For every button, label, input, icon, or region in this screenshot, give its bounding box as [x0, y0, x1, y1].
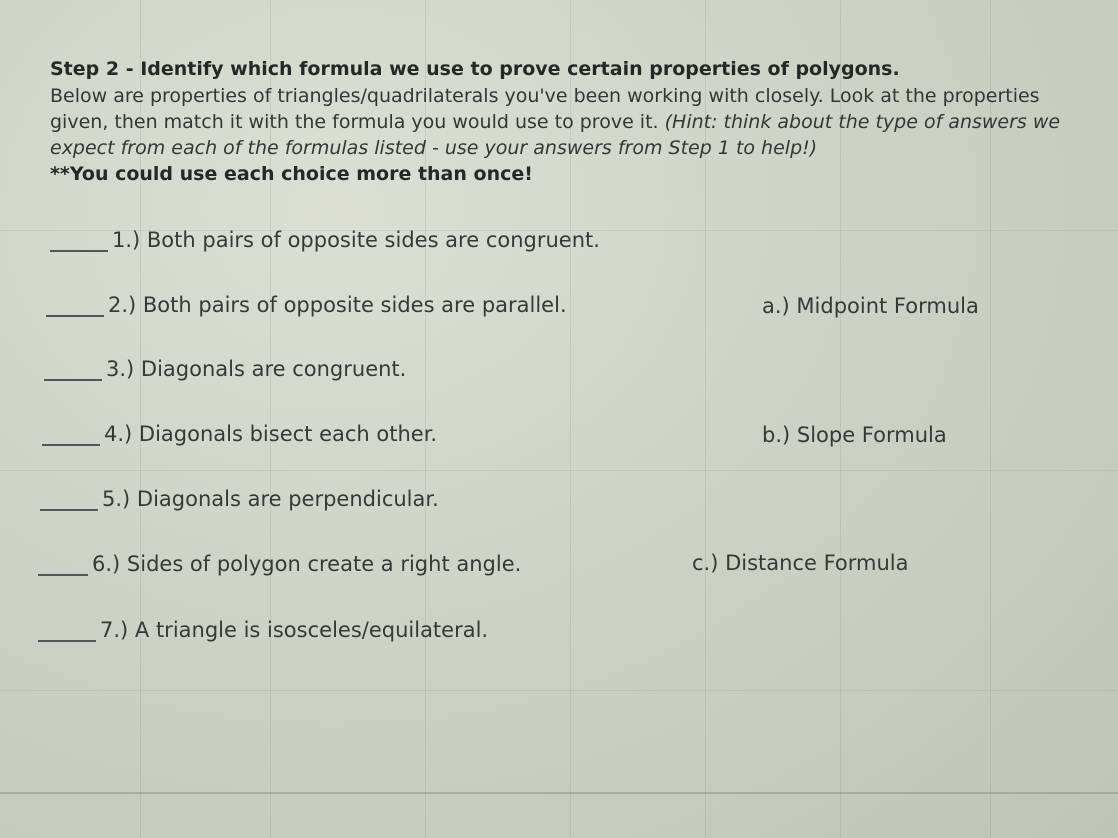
choice-distance: c.) Distance Formula [692, 551, 909, 575]
answer-blank[interactable] [40, 489, 98, 511]
property-item-2 [46, 293, 567, 317]
hint-text: (Hint: think about the type of answers we expect from each of the formulas listed - use your answers from Step 1 to help!) [50, 111, 1061, 159]
property-label: 7.) A triangle is isosceles/equilateral. [100, 618, 489, 642]
property-label: 2.) Both pairs of opposite sides are parallel. [108, 293, 567, 317]
answer-blank[interactable] [38, 620, 96, 642]
step-title: Step 2 - Identify which formula we use to prove certain properties of polygons. [50, 58, 900, 80]
property-label: 6.) Sides of polygon create a right angle. [92, 552, 522, 576]
instructions-block [50, 56, 1100, 188]
answer-blank[interactable] [42, 424, 100, 446]
grid-line [0, 690, 1118, 691]
description-text: Below are properties of triangles/quadrilaterals you've been working with closely. Look at the properties given, then match it with the formula you would use to prove it. [50, 85, 1040, 133]
property-item-4 [42, 422, 437, 446]
instructions-text [50, 83, 1100, 161]
property-item-5 [40, 487, 439, 511]
page-bottom-edge [0, 792, 1118, 794]
property-label: 4.) Diagonals bisect each other. [104, 422, 438, 446]
property-label: 5.) Diagonals are perpendicular. [102, 487, 439, 511]
answer-blank[interactable] [44, 359, 102, 381]
property-item-7 [38, 618, 488, 642]
grid-line [0, 470, 1118, 471]
property-item-6 [38, 552, 521, 576]
property-item-3 [44, 357, 406, 381]
choice-slope: b.) Slope Formula [762, 423, 947, 447]
answer-blank[interactable] [38, 554, 88, 576]
note-text: **You could use each choice more than once! [50, 163, 533, 185]
property-item-1 [50, 228, 600, 252]
answer-blank[interactable] [46, 295, 104, 317]
answer-blank[interactable] [50, 230, 108, 252]
choice-midpoint: a.) Midpoint Formula [762, 294, 979, 318]
property-label: 1.) Both pairs of opposite sides are congruent. [112, 228, 600, 252]
property-label: 3.) Diagonals are congruent. [106, 357, 407, 381]
